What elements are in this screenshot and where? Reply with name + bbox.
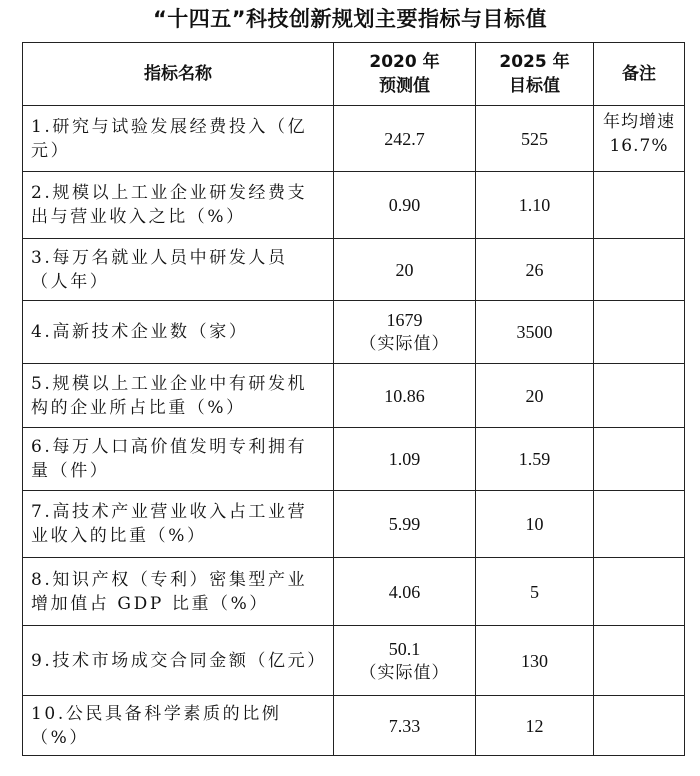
table-row — [23, 172, 685, 239]
note-cell — [594, 428, 685, 491]
value-2020-cell — [334, 428, 476, 491]
indicator-name-cell: 1.研究与试验发展经费投入（亿元） — [23, 106, 334, 172]
value-2020-qualifier: （实际值） — [359, 662, 450, 683]
note-cell — [594, 558, 685, 626]
value-2020: 1.09 — [388, 449, 421, 469]
value-2025-cell: 10 — [476, 491, 594, 558]
value-2020: 20 — [395, 259, 414, 280]
indicator-table — [22, 42, 685, 756]
value-2025-cell: 1.10 — [476, 172, 594, 239]
indicator-name-cell: 7.高技术产业营业收入占工业营业收入的比重（%） — [23, 491, 334, 558]
value-2020-cell — [334, 626, 476, 696]
table-row — [23, 301, 685, 364]
table-row — [23, 626, 685, 696]
note-cell — [594, 626, 685, 696]
value-2020-cell — [334, 364, 476, 428]
value-2020-cell — [334, 239, 476, 301]
note-cell — [594, 301, 685, 364]
indicator-name-cell: 6.每万人口高价值发明专利拥有量（件） — [23, 428, 334, 491]
table-title: “十四五”科技创新规划主要指标与目标值 — [152, 7, 548, 31]
value-2020-qualifier: （实际值） — [359, 334, 450, 354]
value-2025-cell: 1.59 — [476, 428, 594, 491]
header-row — [23, 43, 685, 106]
value-2020: 4.06 — [388, 581, 421, 602]
value-2025-cell: 5 — [476, 558, 594, 626]
value-2020-cell — [334, 106, 476, 172]
value-2020: 7.33 — [388, 715, 421, 736]
table-row — [23, 428, 685, 491]
value-2020-cell — [334, 696, 476, 756]
value-2020: 50.1 — [388, 638, 421, 659]
indicator-name-cell: 5.规模以上工业企业中有研发机构的企业所占比重（%） — [23, 364, 334, 428]
value-2020-cell — [334, 172, 476, 239]
value-2025-cell: 26 — [476, 239, 594, 301]
indicator-name-cell: 10.公民具备科学素质的比例（%） — [23, 696, 334, 756]
value-2020: 0.90 — [388, 195, 421, 215]
note-cell — [594, 172, 685, 239]
header-indicator-name: 指标名称 — [23, 43, 334, 106]
value-2025-cell: 12 — [476, 696, 594, 756]
value-2020: 5.99 — [388, 514, 421, 534]
value-2025-cell: 525 — [476, 106, 594, 172]
indicator-name-cell: 8.知识产权（专利）密集型产业增加值占 GDP 比重（%） — [23, 558, 334, 626]
indicator-name-cell: 4.高新技术企业数（家） — [23, 301, 334, 364]
note-cell: 年均增速 16.7% — [594, 106, 685, 172]
table-row — [23, 558, 685, 626]
table-row — [23, 239, 685, 301]
note-cell — [594, 696, 685, 756]
note-cell — [594, 364, 685, 428]
table-row — [23, 491, 685, 558]
value-2020: 1679 — [386, 310, 423, 330]
value-2020: 10.86 — [384, 385, 425, 406]
indicator-name-cell: 2.规模以上工业企业研发经费支出与营业收入之比（%） — [23, 172, 334, 239]
value-2020: 242.7 — [384, 128, 425, 149]
indicator-name-cell: 3.每万名就业人员中研发人员（人年） — [23, 239, 334, 301]
note-cell — [594, 491, 685, 558]
header-note: 备注 — [594, 43, 685, 106]
header-2025-target: 2025 年 目标值 — [476, 43, 594, 106]
value-2020-cell — [334, 301, 476, 364]
value-2025-cell: 20 — [476, 364, 594, 428]
value-2020-cell — [334, 491, 476, 558]
indicator-name-cell: 9.技术市场成交合同金额（亿元） — [23, 626, 334, 696]
header-2020-forecast: 2020 年 预测值 — [334, 43, 476, 106]
table-row — [23, 696, 685, 756]
note-cell — [594, 239, 685, 301]
value-2025-cell: 130 — [476, 626, 594, 696]
table-row — [23, 106, 685, 172]
value-2020-cell — [334, 558, 476, 626]
value-2025-cell: 3500 — [476, 301, 594, 364]
table-row — [23, 364, 685, 428]
